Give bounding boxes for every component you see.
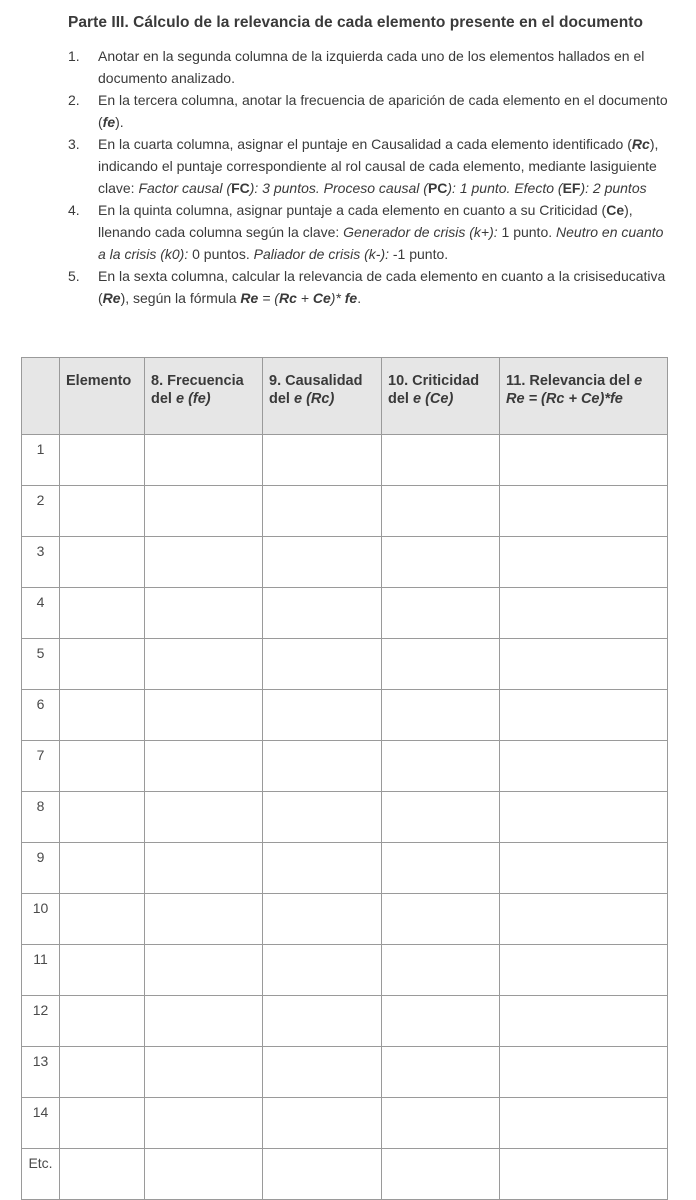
instruction-text: Generador de crisis (k+): [343, 224, 498, 240]
cell-relevancia[interactable] [500, 1149, 668, 1200]
instruction-text: Paliador de crisis (k-): [253, 246, 389, 262]
cell-elemento[interactable] [60, 792, 145, 843]
cell-causalidad[interactable] [263, 1149, 382, 1200]
cell-frecuencia[interactable] [145, 486, 263, 537]
instruction-text: Anotar en la segunda columna de la izquierda cada uno de los elementos hallados en el documento analizado. [98, 48, 645, 86]
header-relevancia [500, 358, 668, 435]
row-number: 4 [22, 588, 60, 639]
instruction-text: )* [330, 290, 345, 306]
cell-criticidad[interactable] [382, 588, 500, 639]
header-relevancia-formula: Re = (Rc + Ce)*fe [506, 391, 623, 407]
instruction-text: FC [231, 180, 250, 196]
cell-relevancia[interactable] [500, 945, 668, 996]
instruction-text: Re [102, 290, 121, 306]
instruction-text: PC [427, 180, 448, 196]
header-causalidad-line1: 9. Causalidad [269, 373, 363, 389]
instruction-number: 2. [68, 92, 80, 108]
cell-frecuencia[interactable] [145, 945, 263, 996]
cell-causalidad[interactable] [263, 996, 382, 1047]
cell-criticidad[interactable] [382, 792, 500, 843]
cell-frecuencia[interactable] [145, 792, 263, 843]
row-number: 5 [22, 639, 60, 690]
instruction-text: Ce [606, 202, 625, 218]
cell-frecuencia[interactable] [145, 1098, 263, 1149]
table-row [22, 486, 668, 537]
cell-relevancia[interactable] [500, 996, 668, 1047]
table-row [22, 741, 668, 792]
row-number: Etc. [22, 1149, 60, 1200]
header-frecuencia-line2a: del [151, 391, 176, 407]
table-header-row [22, 358, 668, 435]
instruction-text: fe [344, 290, 358, 306]
instruction-text: ). [115, 114, 124, 130]
cell-criticidad[interactable] [382, 741, 500, 792]
instruction-text: Rc [278, 290, 297, 306]
cell-criticidad[interactable] [382, 1098, 500, 1149]
cell-relevancia[interactable] [500, 690, 668, 741]
cell-causalidad[interactable] [263, 690, 382, 741]
instruction-item [68, 133, 668, 199]
cell-elemento[interactable] [60, 537, 145, 588]
instruction-item [68, 45, 668, 89]
header-elemento [60, 358, 145, 435]
table-row [22, 690, 668, 741]
header-criticidad-line1: 10. Criticidad [388, 373, 480, 389]
cell-causalidad[interactable] [263, 435, 382, 486]
cell-causalidad[interactable] [263, 741, 382, 792]
cell-relevancia[interactable] [500, 792, 668, 843]
cell-causalidad[interactable] [263, 894, 382, 945]
table-row [22, 537, 668, 588]
header-causalidad-line2b: e (Rc) [293, 391, 335, 407]
instruction-text: Rc [631, 136, 650, 152]
instruction-text: 0 puntos. [188, 246, 254, 262]
instruction-text: ): 1 punto. Efecto ( [447, 180, 563, 196]
row-number: 1 [22, 435, 60, 486]
instruction-text: -1 punto. [389, 246, 449, 262]
row-number: 9 [22, 843, 60, 894]
cell-relevancia[interactable] [500, 537, 668, 588]
cell-elemento[interactable] [60, 741, 145, 792]
cell-relevancia[interactable] [500, 588, 668, 639]
table-row [22, 894, 668, 945]
instruction-text: ): 3 puntos. Proceso causal ( [249, 180, 428, 196]
cell-frecuencia[interactable] [145, 435, 263, 486]
instruction-text: ), según la fórmula [120, 290, 241, 306]
header-relevancia-line1a: 11. Relevancia del [506, 373, 635, 389]
cell-causalidad[interactable] [263, 537, 382, 588]
cell-elemento[interactable] [60, 435, 145, 486]
cell-frecuencia[interactable] [145, 1047, 263, 1098]
cell-frecuencia[interactable] [145, 996, 263, 1047]
cell-frecuencia[interactable] [145, 1149, 263, 1200]
instruction-text: ), llenando cada columna según la clave: [98, 202, 633, 240]
cell-causalidad[interactable] [263, 1047, 382, 1098]
instruction-text: Ce [312, 290, 331, 306]
cell-criticidad[interactable] [382, 945, 500, 996]
cell-relevancia[interactable] [500, 1047, 668, 1098]
cell-causalidad[interactable] [263, 843, 382, 894]
table-row [22, 1047, 668, 1098]
instruction-text: En la cuarta columna, asignar el puntaje en Causalidad a cada elemento identificado ( [98, 136, 632, 152]
header-frecuencia-line2b: e (fe) [175, 391, 211, 407]
instruction-text: + [296, 290, 313, 306]
instruction-text: En la sexta columna, calcular la relevancia de cada elemento en cuanto a la crisiseducativa ( [98, 268, 666, 306]
cell-relevancia[interactable] [500, 843, 668, 894]
cell-frecuencia[interactable] [145, 843, 263, 894]
cell-relevancia[interactable] [500, 894, 668, 945]
instruction-text: Neutro en cuanto a la crisis (k0): [98, 224, 664, 262]
cell-elemento[interactable] [60, 690, 145, 741]
cell-relevancia[interactable] [500, 741, 668, 792]
cell-causalidad[interactable] [263, 486, 382, 537]
cell-frecuencia[interactable] [145, 639, 263, 690]
cell-causalidad[interactable] [263, 1098, 382, 1149]
row-number: 7 [22, 741, 60, 792]
cell-criticidad[interactable] [382, 1047, 500, 1098]
cell-elemento[interactable] [60, 486, 145, 537]
cell-relevancia[interactable] [500, 1098, 668, 1149]
row-number: 13 [22, 1047, 60, 1098]
header-elemento-label: Elemento [66, 373, 132, 389]
header-criticidad-line2b: e (Ce) [412, 391, 454, 407]
relevance-table [21, 357, 668, 1200]
table-row [22, 792, 668, 843]
instruction-list [68, 45, 668, 309]
cell-causalidad[interactable] [263, 639, 382, 690]
table-row [22, 435, 668, 486]
instruction-text: Re [240, 290, 259, 306]
table-row [22, 639, 668, 690]
cell-elemento[interactable] [60, 1149, 145, 1200]
table-row [22, 843, 668, 894]
row-number: 12 [22, 996, 60, 1047]
instruction-text: En la tercera columna, anotar la frecuencia de aparición de cada elemento en el documento ( [98, 92, 668, 130]
cell-frecuencia[interactable] [145, 588, 263, 639]
cell-criticidad[interactable] [382, 537, 500, 588]
cell-criticidad[interactable] [382, 1149, 500, 1200]
cell-frecuencia[interactable] [145, 894, 263, 945]
cell-frecuencia[interactable] [145, 690, 263, 741]
row-number: 2 [22, 486, 60, 537]
cell-elemento[interactable] [60, 894, 145, 945]
cell-elemento[interactable] [60, 843, 145, 894]
table-row [22, 1098, 668, 1149]
table-row [22, 588, 668, 639]
cell-criticidad[interactable] [382, 843, 500, 894]
cell-relevancia[interactable] [500, 486, 668, 537]
cell-causalidad[interactable] [263, 792, 382, 843]
instruction-number: 5. [68, 268, 80, 284]
cell-elemento[interactable] [60, 1098, 145, 1149]
header-frecuencia [145, 358, 263, 435]
instruction-number: 3. [68, 136, 80, 152]
cell-criticidad[interactable] [382, 486, 500, 537]
cell-criticidad[interactable] [382, 690, 500, 741]
cell-frecuencia[interactable] [145, 537, 263, 588]
table-row [22, 945, 668, 996]
cell-criticidad[interactable] [382, 639, 500, 690]
row-number: 6 [22, 690, 60, 741]
cell-elemento[interactable] [60, 945, 145, 996]
instruction-item [68, 199, 668, 265]
cell-causalidad[interactable] [263, 588, 382, 639]
row-number: 3 [22, 537, 60, 588]
instruction-text: ): 2 puntos [580, 180, 647, 196]
instruction-number: 4. [68, 202, 80, 218]
cell-criticidad[interactable] [382, 435, 500, 486]
cell-elemento[interactable] [60, 996, 145, 1047]
header-row-number [22, 358, 60, 435]
row-number: 14 [22, 1098, 60, 1149]
cell-relevancia[interactable] [500, 639, 668, 690]
table-row [22, 1149, 668, 1200]
header-causalidad-line2a: del [269, 391, 294, 407]
cell-elemento[interactable] [60, 588, 145, 639]
instruction-item [68, 89, 668, 133]
cell-elemento[interactable] [60, 639, 145, 690]
cell-criticidad[interactable] [382, 894, 500, 945]
header-criticidad [382, 358, 500, 435]
header-frecuencia-line1: 8. Frecuencia [151, 373, 244, 389]
instruction-text: 1 punto. [497, 224, 557, 240]
instruction-text: = ( [258, 290, 279, 306]
instruction-text: Factor causal ( [138, 180, 232, 196]
cell-criticidad[interactable] [382, 996, 500, 1047]
instruction-text: . [357, 290, 362, 306]
row-number: 8 [22, 792, 60, 843]
instruction-text: En la quinta columna, asignar puntaje a cada elemento en cuanto a su Criticidad ( [98, 202, 607, 218]
row-number: 10 [22, 894, 60, 945]
cell-elemento[interactable] [60, 1047, 145, 1098]
header-relevancia-line1b: e [634, 373, 643, 389]
table-row [22, 996, 668, 1047]
section-title: Parte III. Cálculo de la relevancia de cada elemento presente en el documento [68, 14, 643, 31]
cell-frecuencia[interactable] [145, 741, 263, 792]
header-criticidad-line2a: del [388, 391, 413, 407]
row-number: 11 [22, 945, 60, 996]
header-causalidad [263, 358, 382, 435]
cell-relevancia[interactable] [500, 435, 668, 486]
instruction-text: EF [562, 180, 581, 196]
instruction-text: ), indicando el puntaje correspondiente al rol causal de cada elemento, mediante lasiguiente clave: [98, 136, 659, 196]
instruction-number: 1. [68, 48, 80, 64]
instruction-item [68, 265, 668, 309]
cell-causalidad[interactable] [263, 945, 382, 996]
instruction-text: fe [102, 114, 116, 130]
table-body [22, 435, 668, 1200]
